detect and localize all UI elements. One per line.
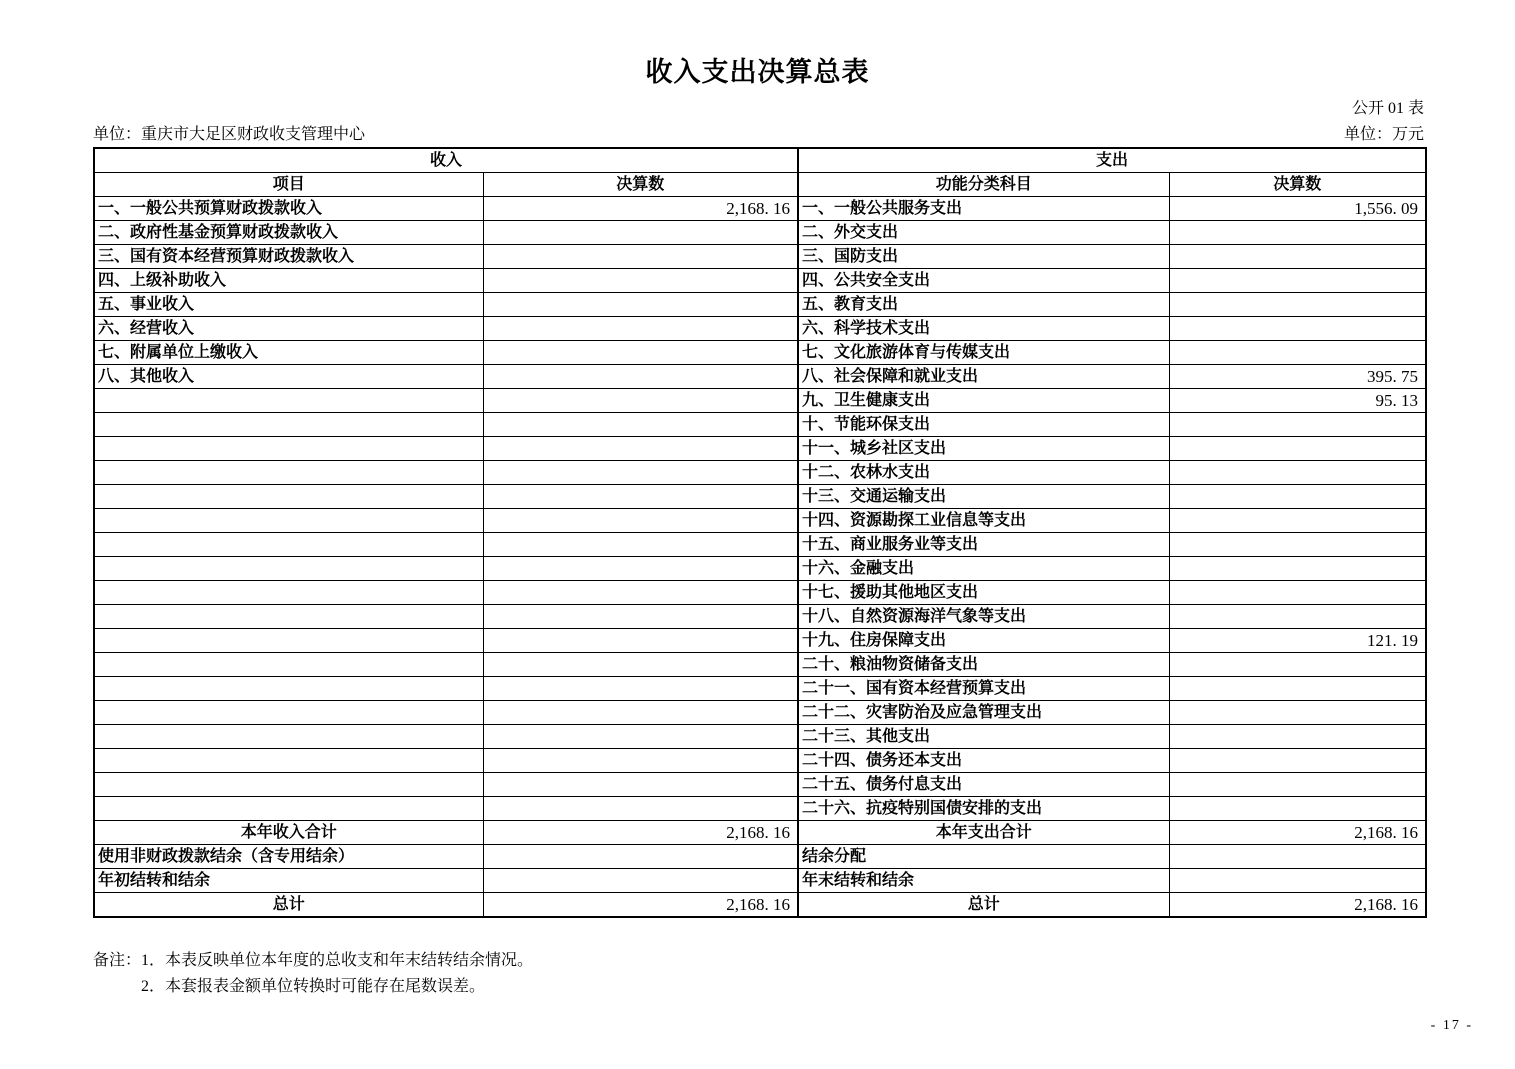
expense-item-cell: 二、外交支出 [798, 221, 1169, 245]
table-code-label: 公开 01 表 [1351, 100, 1424, 117]
income-item-cell [94, 557, 483, 581]
table-row [94, 413, 1426, 437]
income-item-cell: 总计 [94, 893, 483, 918]
table-row [94, 557, 1426, 581]
page-title: 收入支出决算总表 [645, 57, 870, 87]
table-row [94, 197, 1426, 221]
table-row [94, 605, 1426, 629]
income-item-cell: 四、上级补助收入 [94, 269, 483, 293]
budget-summary-table [93, 147, 1427, 918]
table-header [94, 148, 1426, 197]
expense-item-cell: 二十、粮油物资储备支出 [798, 653, 1169, 677]
income-value-cell [483, 221, 798, 245]
unit-measure-label: 单位：万元 [1343, 126, 1424, 143]
table-row [94, 293, 1426, 317]
expense-item-cell: 十三、交通运输支出 [798, 485, 1169, 509]
page-number: - 17 - [1430, 1018, 1473, 1033]
table-row [94, 485, 1426, 509]
income-item-cell: 本年收入合计 [94, 821, 483, 845]
income-value-cell [483, 341, 798, 365]
expense-value-cell [1169, 725, 1426, 749]
table-row [94, 581, 1426, 605]
expense-item-cell: 本年支出合计 [798, 821, 1169, 845]
expense-item-cell: 九、卫生健康支出 [798, 389, 1169, 413]
col-header-income-amount: 决算数 [483, 173, 798, 197]
income-item-cell [94, 797, 483, 821]
income-value-cell [483, 485, 798, 509]
expense-item-cell: 十九、住房保障支出 [798, 629, 1169, 653]
expense-item-cell: 二十六、抗疫特别国债安排的支出 [798, 797, 1169, 821]
table-row [94, 221, 1426, 245]
expense-item-cell: 十八、自然资源海洋气象等支出 [798, 605, 1169, 629]
table-row [94, 389, 1426, 413]
income-item-cell [94, 509, 483, 533]
unit-name-label: 单位：重庆市大足区财政收支管理中心 [93, 126, 366, 143]
expense-value-cell [1169, 341, 1426, 365]
table-row [94, 245, 1426, 269]
income-item-cell: 二、政府性基金预算财政拨款收入 [94, 221, 483, 245]
income-value-cell [483, 701, 798, 725]
expense-value-cell [1169, 461, 1426, 485]
income-item-cell [94, 749, 483, 773]
expense-item-cell: 十二、农林水支出 [798, 461, 1169, 485]
col-header-function-category: 功能分类科目 [798, 173, 1169, 197]
table-row [94, 461, 1426, 485]
income-item-cell [94, 485, 483, 509]
expense-value-cell [1169, 797, 1426, 821]
expense-item-cell: 总计 [798, 893, 1169, 918]
expense-item-cell: 十一、城乡社区支出 [798, 437, 1169, 461]
income-value-cell: 2,168. 16 [483, 893, 798, 918]
income-item-cell [94, 461, 483, 485]
income-item-cell: 八、其他收入 [94, 365, 483, 389]
income-section-header: 收入 [94, 148, 798, 173]
income-value-cell: 2,168. 16 [483, 197, 798, 221]
expense-item-cell: 二十二、灾害防治及应急管理支出 [798, 701, 1169, 725]
expense-item-cell: 十六、金融支出 [798, 557, 1169, 581]
income-value-cell [483, 245, 798, 269]
expense-value-cell [1169, 677, 1426, 701]
expense-item-cell: 结余分配 [798, 845, 1169, 869]
expense-value-cell [1169, 845, 1426, 869]
income-item-cell: 年初结转和结余 [94, 869, 483, 893]
income-value-cell [483, 437, 798, 461]
expense-value-cell: 121. 19 [1169, 629, 1426, 653]
income-item-cell [94, 629, 483, 653]
expense-value-cell [1169, 221, 1426, 245]
income-item-cell [94, 533, 483, 557]
income-item-cell: 五、事业收入 [94, 293, 483, 317]
expense-value-cell [1169, 437, 1426, 461]
expense-value-cell: 1,556. 09 [1169, 197, 1426, 221]
table-row [94, 533, 1426, 557]
income-item-cell [94, 413, 483, 437]
table-row [94, 869, 1426, 893]
table-row [94, 773, 1426, 797]
note-text: 2．本套报表金额单位转换时可能存在尾数误差。 [141, 978, 486, 995]
table-row [94, 845, 1426, 869]
table-row [94, 677, 1426, 701]
income-value-cell [483, 317, 798, 341]
notes-block [93, 948, 533, 1000]
note-line [93, 974, 533, 1000]
column-header-row [94, 173, 1426, 197]
expense-item-cell: 十七、援助其他地区支出 [798, 581, 1169, 605]
expense-value-cell [1169, 413, 1426, 437]
expense-value-cell [1169, 701, 1426, 725]
note-text: 1．本表反映单位本年度的总收支和年末结转结余情况。 [141, 952, 534, 969]
table-row [94, 821, 1426, 845]
expense-value-cell [1169, 749, 1426, 773]
expense-value-cell: 2,168. 16 [1169, 893, 1426, 918]
income-item-cell [94, 653, 483, 677]
table-row [94, 317, 1426, 341]
expense-item-cell: 十、节能环保支出 [798, 413, 1169, 437]
expense-item-cell: 二十四、债务还本支出 [798, 749, 1169, 773]
income-item-cell [94, 581, 483, 605]
expense-value-cell [1169, 653, 1426, 677]
income-item-cell: 一、一般公共预算财政拨款收入 [94, 197, 483, 221]
expense-item-cell: 七、文化旅游体育与传媒支出 [798, 341, 1169, 365]
expense-item-cell: 四、公共安全支出 [798, 269, 1169, 293]
expense-value-cell [1169, 509, 1426, 533]
table-row [94, 701, 1426, 725]
table-row [94, 509, 1426, 533]
income-value-cell [483, 509, 798, 533]
income-value-cell [483, 725, 798, 749]
income-value-cell [483, 293, 798, 317]
table-row [94, 365, 1426, 389]
income-value-cell [483, 749, 798, 773]
income-value-cell [483, 773, 798, 797]
income-item-cell: 三、国有资本经营预算财政拨款收入 [94, 245, 483, 269]
expense-value-cell: 2,168. 16 [1169, 821, 1426, 845]
col-header-expense-amount: 决算数 [1169, 173, 1426, 197]
expense-value-cell [1169, 869, 1426, 893]
table-row [94, 893, 1426, 918]
income-item-cell [94, 725, 483, 749]
expense-section-header: 支出 [798, 148, 1426, 173]
expense-value-cell [1169, 269, 1426, 293]
table-row [94, 749, 1426, 773]
income-value-cell [483, 845, 798, 869]
expense-item-cell: 十五、商业服务业等支出 [798, 533, 1169, 557]
income-value-cell [483, 413, 798, 437]
income-value-cell [483, 653, 798, 677]
col-header-income-item: 项目 [94, 173, 483, 197]
income-item-cell [94, 437, 483, 461]
income-value-cell [483, 629, 798, 653]
note-line [93, 948, 533, 974]
table-row [94, 629, 1426, 653]
income-item-cell: 使用非财政拨款结余（含专用结余） [94, 845, 483, 869]
income-value-cell [483, 269, 798, 293]
expense-item-cell: 五、教育支出 [798, 293, 1169, 317]
income-value-cell [483, 365, 798, 389]
income-value-cell [483, 869, 798, 893]
expense-value-cell [1169, 317, 1426, 341]
expense-value-cell [1169, 605, 1426, 629]
expense-value-cell [1169, 245, 1426, 269]
income-item-cell: 六、经营收入 [94, 317, 483, 341]
expense-value-cell [1169, 293, 1426, 317]
expense-item-cell: 年末结转和结余 [798, 869, 1169, 893]
income-item-cell [94, 605, 483, 629]
notes-label: 备注： [93, 952, 142, 969]
expense-value-cell [1169, 557, 1426, 581]
expense-item-cell: 八、社会保障和就业支出 [798, 365, 1169, 389]
expense-item-cell: 十四、资源勘探工业信息等支出 [798, 509, 1169, 533]
expense-item-cell: 二十三、其他支出 [798, 725, 1169, 749]
income-value-cell [483, 581, 798, 605]
expense-item-cell: 三、国防支出 [798, 245, 1169, 269]
table-row [94, 437, 1426, 461]
expense-value-cell: 95. 13 [1169, 389, 1426, 413]
income-value-cell [483, 797, 798, 821]
income-value-cell [483, 677, 798, 701]
expense-item-cell: 六、科学技术支出 [798, 317, 1169, 341]
income-value-cell [483, 461, 798, 485]
income-value-cell [483, 557, 798, 581]
income-item-cell [94, 389, 483, 413]
income-item-cell [94, 701, 483, 725]
expense-value-cell [1169, 581, 1426, 605]
table-row [94, 653, 1426, 677]
expense-value-cell: 395. 75 [1169, 365, 1426, 389]
table-row [94, 341, 1426, 365]
income-value-cell [483, 533, 798, 557]
expense-item-cell: 一、一般公共服务支出 [798, 197, 1169, 221]
expense-value-cell [1169, 533, 1426, 557]
table-row [94, 269, 1426, 293]
income-item-cell: 七、附属单位上缴收入 [94, 341, 483, 365]
table-row [94, 797, 1426, 821]
income-item-cell [94, 773, 483, 797]
expense-value-cell [1169, 773, 1426, 797]
income-item-cell [94, 677, 483, 701]
income-value-cell [483, 389, 798, 413]
table-body [94, 197, 1426, 918]
expense-item-cell: 二十五、债务付息支出 [798, 773, 1169, 797]
income-value-cell: 2,168. 16 [483, 821, 798, 845]
section-header-row [94, 148, 1426, 173]
income-value-cell [483, 605, 798, 629]
expense-value-cell [1169, 485, 1426, 509]
expense-item-cell: 二十一、国有资本经营预算支出 [798, 677, 1169, 701]
table-row [94, 725, 1426, 749]
